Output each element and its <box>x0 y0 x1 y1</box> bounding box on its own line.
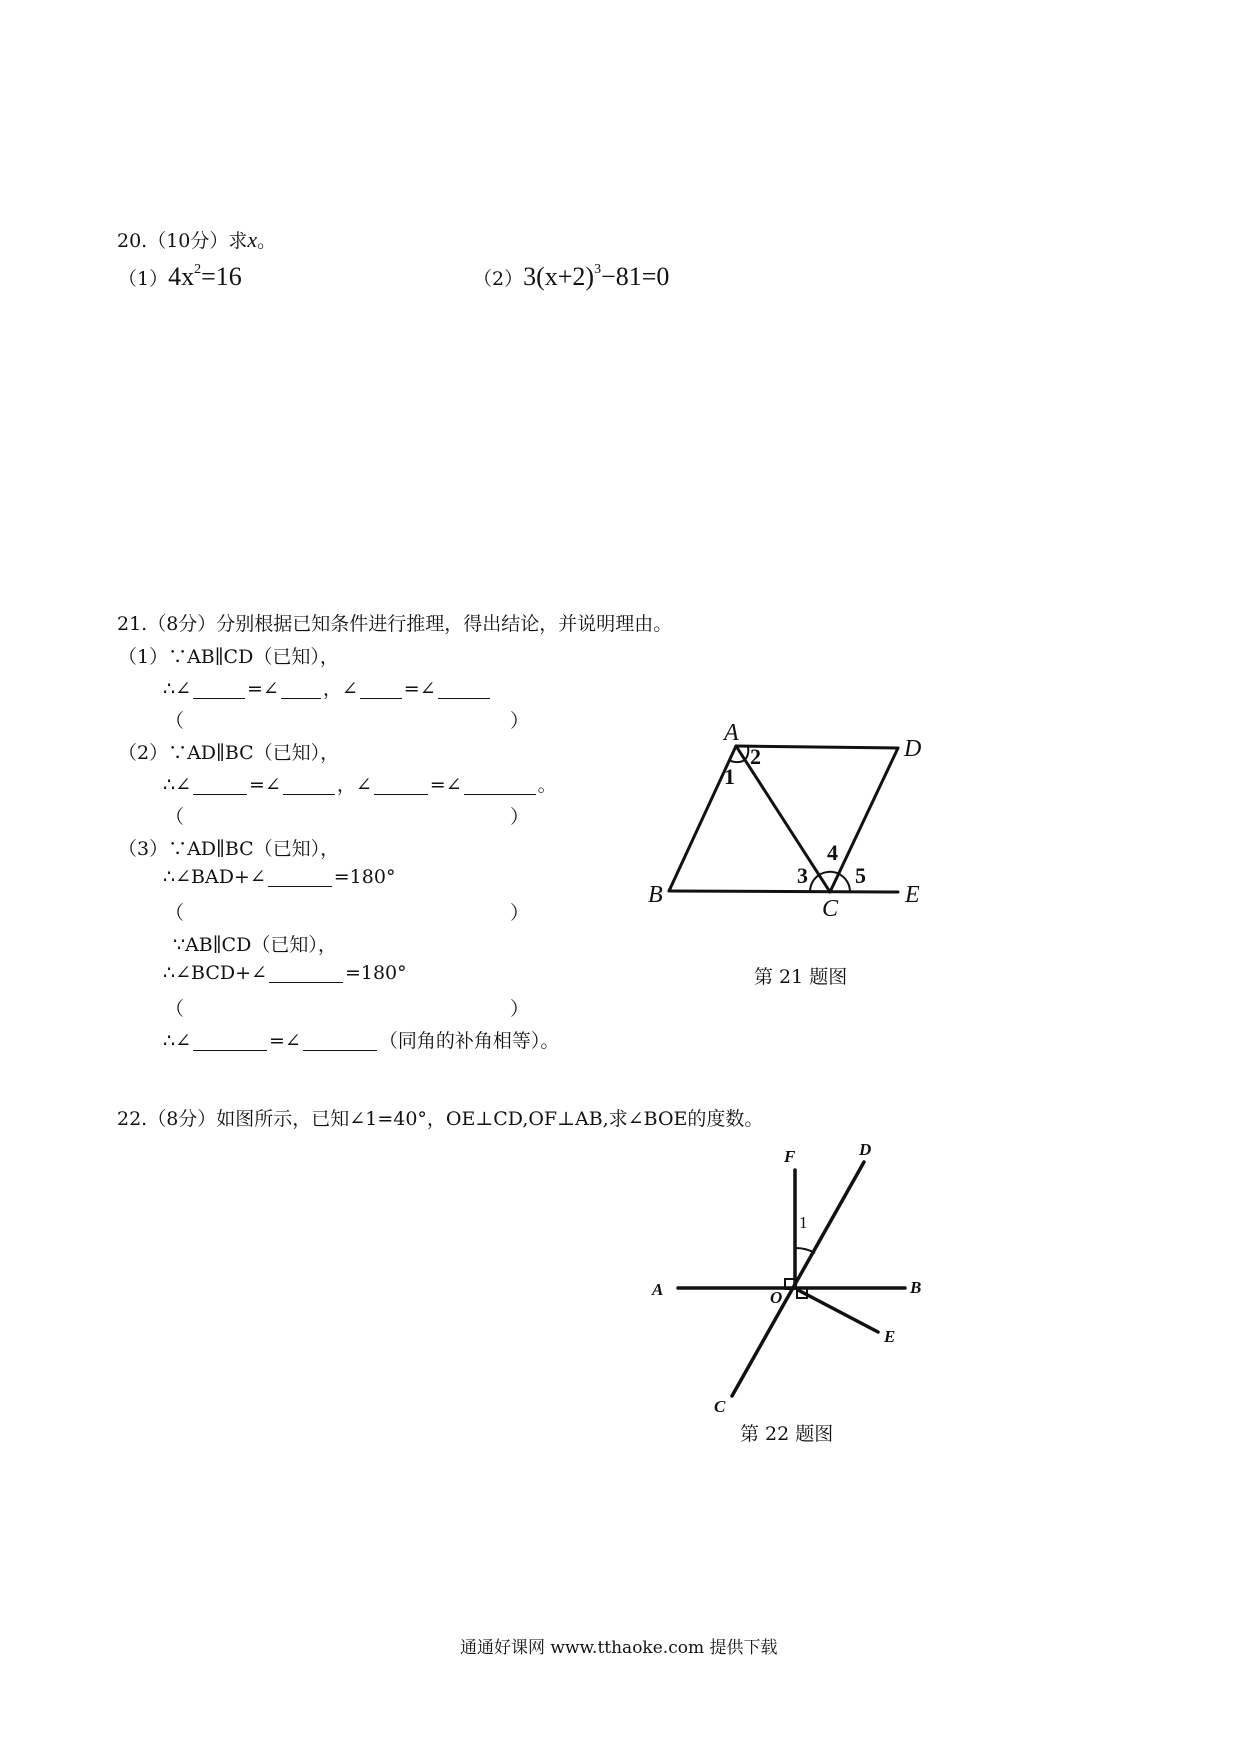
q22-figure-caption: 第 22 题图 <box>740 1423 834 1445</box>
q21-p2-reason-open: （ <box>165 806 185 828</box>
q21-p3-given1: （3）∵AD∥BC（已知）， <box>118 838 340 860</box>
q21-title: 21.（8分）分别根据已知条件进行推理，得出结论，并说明理由。 <box>117 613 673 635</box>
q22-figure <box>640 1140 940 1440</box>
segment-BE <box>669 891 898 892</box>
q20-eq1: $4x^2=16$ <box>168 262 242 291</box>
q21-p3-given2: ∵AB∥CD（已知）， <box>173 934 337 956</box>
label-angle-3: 3 <box>797 863 808 888</box>
label-E: E <box>884 1327 896 1346</box>
label-C: C <box>822 896 839 920</box>
blank[interactable] <box>303 1032 377 1051</box>
blank[interactable] <box>269 964 343 983</box>
q20-title: 20.（10分）求x。 <box>117 227 277 252</box>
angle-arc-1 <box>729 760 745 762</box>
q21-p2-reason-close: ） <box>510 806 530 828</box>
label-angle-1: 1 <box>724 764 735 789</box>
q21-p2-conclusion: ∴∠ =∠ ，∠ =∠ 。 <box>163 774 557 796</box>
q21-p2-given: （2）∵AD∥BC（已知）， <box>118 742 340 764</box>
q21-p3-final: ∴∠ =∠ （同角的补角相等）。 <box>163 1030 560 1052</box>
label-angle-5: 5 <box>855 863 866 888</box>
q21-p3-reason1-close: ） <box>510 902 530 924</box>
ray-OE <box>798 1290 878 1332</box>
blank[interactable] <box>283 776 335 795</box>
label-angle-4: 4 <box>827 840 838 865</box>
q20-var: x <box>247 227 258 252</box>
q22-title: 22.（8分）如图所示，已知∠1=40°，OE⊥CD,OF⊥AB,求∠BOE的度数。 <box>117 1108 764 1130</box>
label-D: D <box>859 1140 872 1159</box>
q21-figure-caption: 第 21 题图 <box>754 966 848 988</box>
blank[interactable] <box>360 680 402 699</box>
angle-arc-3 <box>810 875 819 892</box>
q20-part1: $(1)4x^2=16$ <box>118 262 242 291</box>
label-D: D <box>904 736 922 762</box>
q21-p1-reason-open: （ <box>165 710 185 732</box>
label-angle-1: 1 <box>799 1213 808 1232</box>
page-footer: 通通好课网 www.tthaoke.com 提供下载 <box>460 1638 778 1658</box>
label-A: A <box>652 1280 664 1299</box>
angle-arc-1 <box>795 1248 815 1253</box>
angle-arc-4 <box>819 872 839 875</box>
label-angle-2: 2 <box>750 744 761 769</box>
q21-p3-reason1-open: （ <box>165 902 185 924</box>
line-CD <box>732 1162 864 1396</box>
blank[interactable] <box>281 680 321 699</box>
blank[interactable] <box>464 776 536 795</box>
q20-eq2: $3(x+2)^3-81=0$ <box>523 262 670 291</box>
q21-p3-reason2-open: （ <box>165 998 185 1020</box>
label-B: B <box>648 882 663 908</box>
blank[interactable] <box>193 680 245 699</box>
q21-p3-conclusion1: ∴∠BAD+∠ =180° <box>163 866 396 888</box>
label-C: C <box>714 1397 726 1416</box>
label-B: B <box>910 1278 922 1297</box>
q20-part2: $(2)3(x+2)^3-81=0$ <box>473 262 670 291</box>
q21-p1-reason-close: ） <box>510 710 530 732</box>
angle-arc-2 <box>745 747 748 760</box>
q21-figure <box>640 720 940 920</box>
label-F: F <box>784 1147 796 1166</box>
q21-p3-conclusion2: ∴∠BCD+∠ =180° <box>163 962 407 984</box>
q21-p1-given: （1）∵AB∥CD（已知）， <box>118 646 339 668</box>
label-A: A <box>724 720 739 746</box>
q21-p1-conclusion: ∴∠ =∠ ，∠ =∠ <box>163 674 492 701</box>
blank[interactable] <box>268 868 332 887</box>
label-O: O <box>770 1288 783 1307</box>
blank[interactable] <box>193 776 247 795</box>
angle-arc-5 <box>839 874 850 892</box>
blank[interactable] <box>374 776 428 795</box>
blank[interactable] <box>193 1032 267 1051</box>
label-E: E <box>905 882 920 908</box>
blank[interactable] <box>438 680 490 699</box>
q21-p3-reason2-close: ） <box>510 998 530 1020</box>
